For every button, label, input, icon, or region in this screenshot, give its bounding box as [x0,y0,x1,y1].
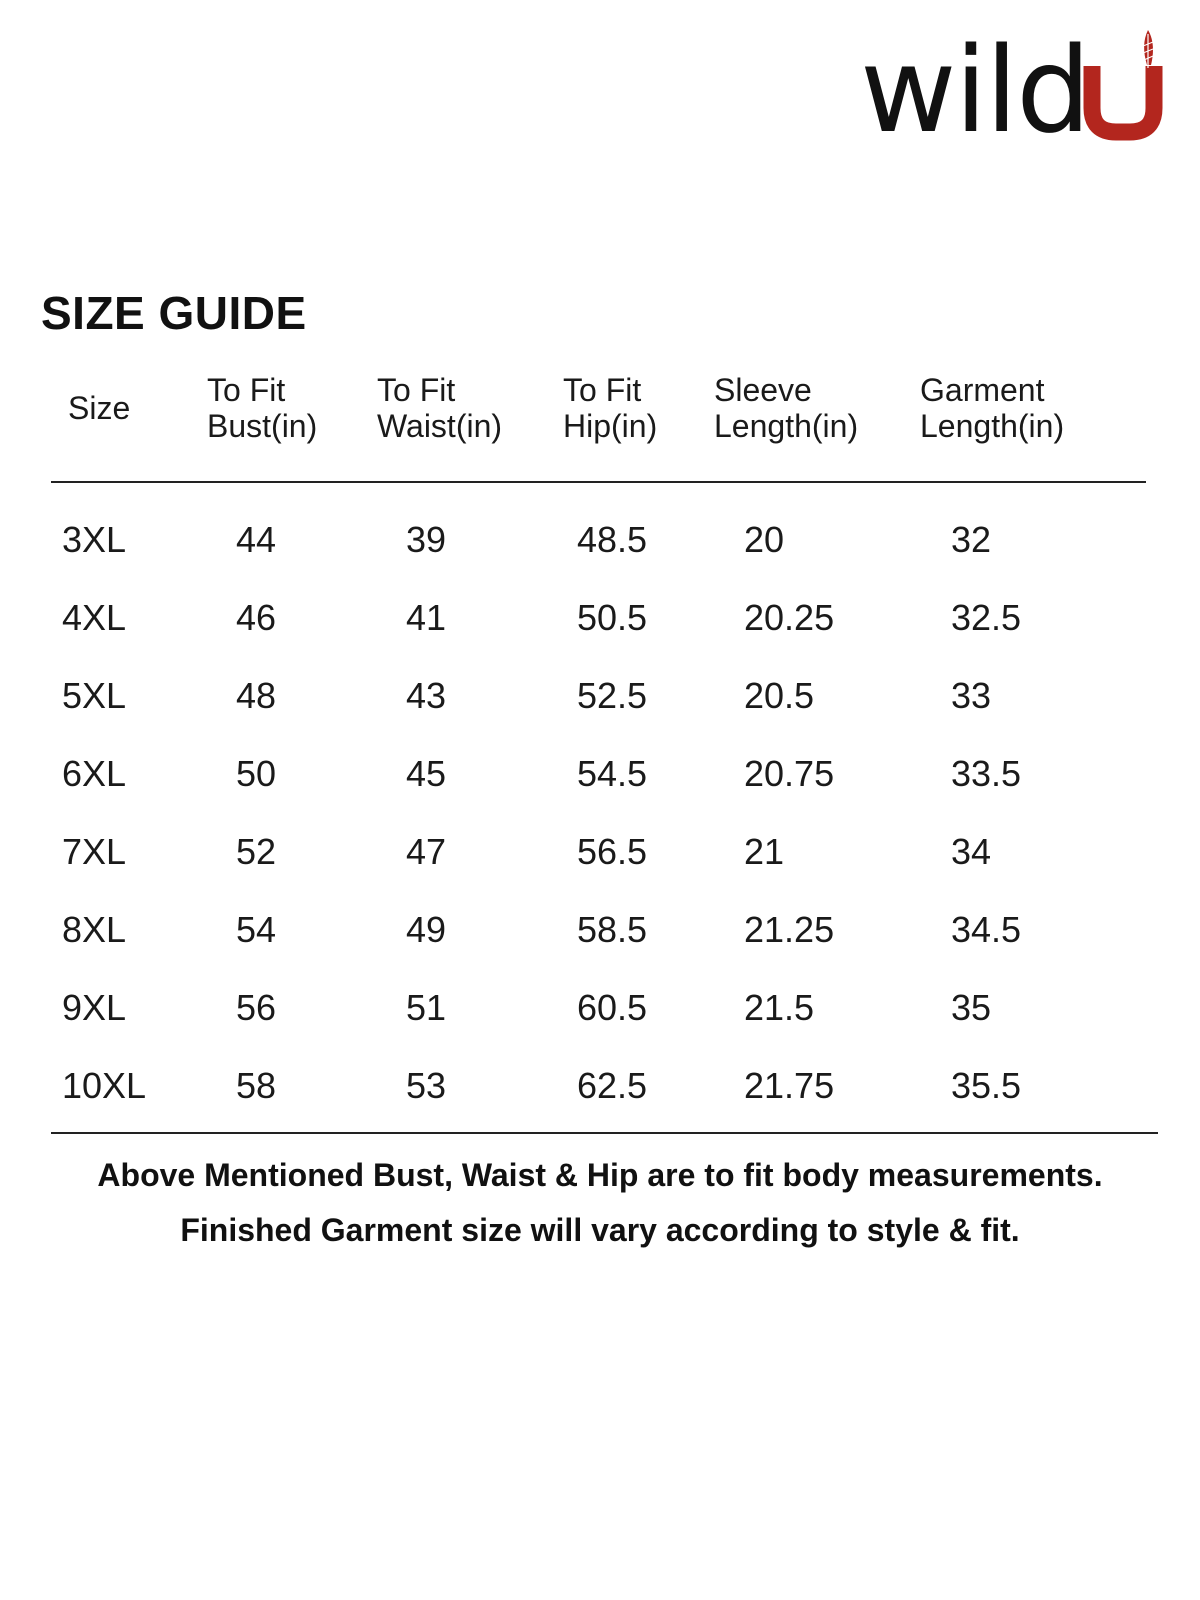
cell-garment-length: 35.5 [951,1065,1022,1106]
header-waist [377,372,502,444]
header-hip-line2: Hip(in) [563,408,658,444]
cell-sleeve-length: 21.75 [744,1065,835,1106]
header-hip [563,372,657,444]
cell-sleeve-length: 21.25 [744,909,835,950]
header-sleeve-line2: Length(in) [714,408,859,444]
cell-bust: 56 [236,987,277,1028]
header-bust [207,372,317,444]
cell-hip: 54.5 [577,753,648,794]
note-body-measurements: Above Mentioned Bust, Waist & Hip are to fit body measurements. [97,1157,1103,1193]
table-row [0,512,1200,590]
cell-garment-length: 33 [951,675,992,716]
cell-garment-length: 34.5 [951,909,1022,950]
cell-size: 5XL [62,675,127,716]
size-notes [0,1148,1200,1258]
cell-waist: 43 [406,675,447,716]
cell-garment-length: 33.5 [951,753,1022,794]
cell-sleeve-length: 20 [744,519,785,560]
cell-hip: 60.5 [577,987,648,1028]
cell-size: 9XL [62,987,127,1028]
header-waist-line1: To Fit [377,372,456,408]
brand-logo [860,20,1180,145]
cell-size: 3XL [62,519,127,560]
cell-sleeve-length: 20.75 [744,753,835,794]
header-garment-length [920,372,1064,444]
cell-bust: 52 [236,831,277,872]
cell-waist: 47 [406,831,447,872]
cell-hip: 62.5 [577,1065,648,1106]
header-size [68,390,130,426]
page-title: SIZE GUIDE [41,287,307,339]
cell-hip: 48.5 [577,519,648,560]
cell-bust: 46 [236,597,277,638]
table-row [0,1058,1200,1136]
cell-waist: 49 [406,909,447,950]
cell-hip: 52.5 [577,675,648,716]
cell-sleeve-length: 21 [744,831,785,872]
cell-waist: 41 [406,597,447,638]
header-garment-line2: Length(in) [920,408,1065,444]
cell-garment-length: 32 [951,519,992,560]
table-row [0,668,1200,746]
cell-bust: 44 [236,519,277,560]
cell-size: 7XL [62,831,127,872]
table-row [0,902,1200,980]
logo-wordmark: wild [860,21,1089,145]
table-header [0,372,1200,452]
table-row [0,824,1200,902]
cell-hip: 50.5 [577,597,648,638]
header-waist-line2: Waist(in) [377,408,503,444]
cell-sleeve-length: 20.25 [744,597,835,638]
cell-bust: 50 [236,753,277,794]
logo-u-mark [1092,66,1154,132]
cell-size: 10XL [62,1065,147,1106]
header-divider [51,481,1146,483]
cell-waist: 39 [406,519,447,560]
cell-garment-length: 32.5 [951,597,1022,638]
header-sleeve-length [714,372,858,444]
table-row [0,590,1200,668]
cell-garment-length: 35 [951,987,992,1028]
cell-hip: 58.5 [577,909,648,950]
cell-bust: 48 [236,675,277,716]
header-bust-line1: To Fit [207,372,286,408]
note-garment-variation: Finished Garment size will vary according to style & fit. [180,1212,1020,1248]
cell-size: 8XL [62,909,127,950]
cell-waist: 45 [406,753,447,794]
header-sleeve-line1: Sleeve [714,372,812,408]
cell-hip: 56.5 [577,831,648,872]
size-table-body [0,512,1200,1136]
cell-bust: 54 [236,909,277,950]
cell-sleeve-length: 20.5 [744,675,815,716]
brand-logo-graphic [860,20,1180,145]
cell-size: 4XL [62,597,127,638]
cell-bust: 58 [236,1065,277,1106]
cell-waist: 53 [406,1065,447,1106]
header-hip-line1: To Fit [563,372,642,408]
feather-icon [1143,30,1153,68]
header-garment-line1: Garment [920,372,1045,408]
header-size-label: Size [68,390,131,426]
cell-sleeve-length: 21.5 [744,987,815,1028]
cell-waist: 51 [406,987,447,1028]
cell-size: 6XL [62,753,127,794]
table-bottom-divider [51,1132,1158,1134]
cell-garment-length: 34 [951,831,992,872]
table-row [0,980,1200,1058]
table-row [0,746,1200,824]
header-bust-line2: Bust(in) [207,408,318,444]
